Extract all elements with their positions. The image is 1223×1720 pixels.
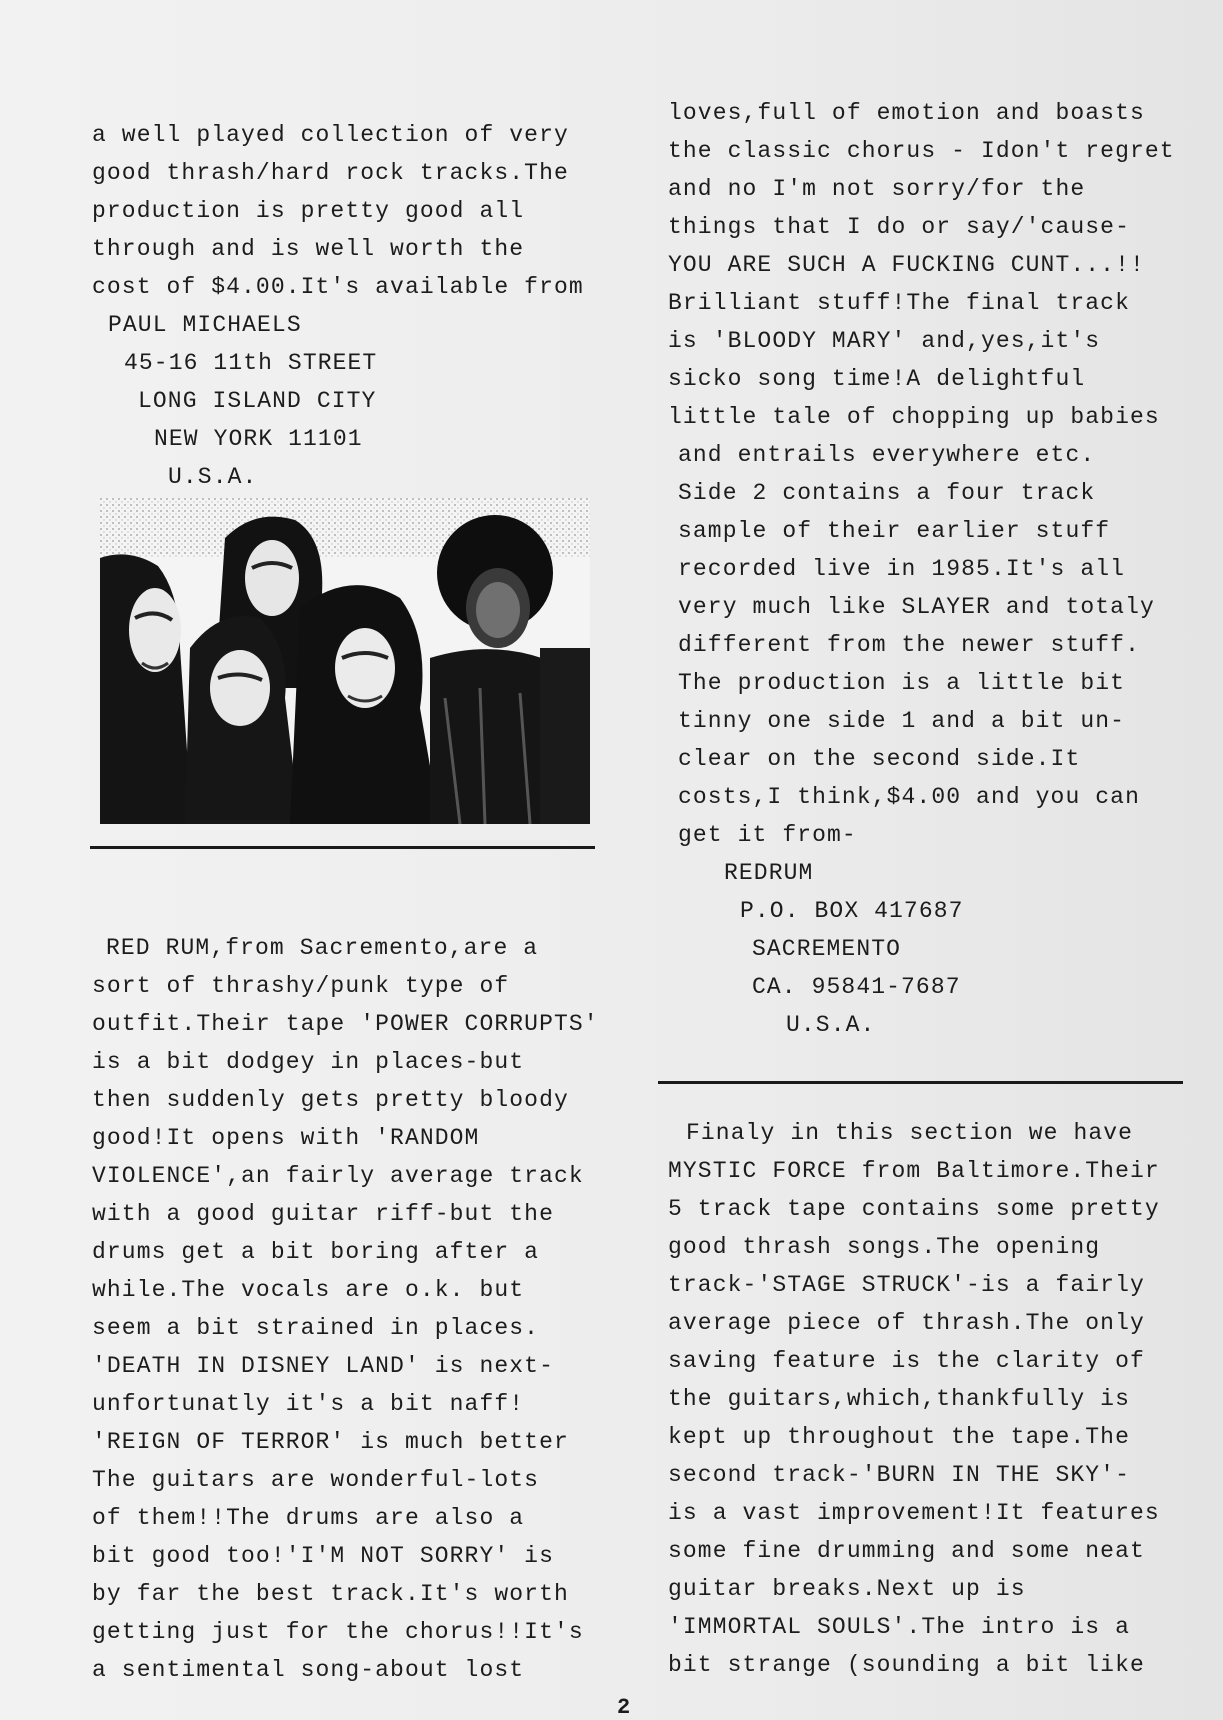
text-line: 'DEATH IN DISNEY LAND' is next- — [92, 1353, 554, 1379]
text-line: costs,I think,$4.00 and you can — [678, 784, 1140, 810]
text-line: the classic chorus - Idon't regret — [668, 138, 1175, 164]
text-line: good thrash songs.The opening — [668, 1234, 1101, 1260]
text-line: The guitars are wonderful-lots — [92, 1467, 540, 1493]
text-line: loves,full of emotion and boasts — [668, 100, 1145, 126]
text-line: different from the newer stuff. — [678, 632, 1140, 658]
text-line: sample of their earlier stuff — [678, 518, 1111, 544]
text-line: a well played collection of very — [92, 122, 569, 148]
text-line: 'REIGN OF TERROR' is much better — [92, 1429, 569, 1455]
section-divider — [658, 1081, 1183, 1084]
text-line: track-'STAGE STRUCK'-is a fairly — [668, 1272, 1145, 1298]
text-line: good thrash/hard rock tracks.The — [92, 160, 569, 186]
text-line: 'IMMORTAL SOULS'.The intro is a — [668, 1614, 1130, 1640]
text-line: is a bit dodgey in places-but — [92, 1049, 525, 1075]
text-line: with a good guitar riff-but the — [92, 1201, 554, 1227]
text-line: through and is well worth the — [92, 236, 525, 262]
text-line: the guitars,which,thankfully is — [668, 1386, 1130, 1412]
text-line: outfit.Their tape 'POWER CORRUPTS' — [92, 1011, 599, 1037]
text-line: sort of thrashy/punk type of — [92, 973, 510, 999]
text-line: saving feature is the clarity of — [668, 1348, 1145, 1374]
text-line: cost of $4.00.It's available from — [92, 274, 584, 300]
text-line: by far the best track.It's worth — [92, 1581, 569, 1607]
text-line: clear on the second side.It — [678, 746, 1081, 772]
band-photo — [100, 498, 590, 824]
text-line: then suddenly gets pretty bloody — [92, 1087, 569, 1113]
address-line: 45-16 11th STREET — [124, 350, 378, 376]
text-line: recorded live in 1985.It's all — [678, 556, 1126, 582]
address-line: NEW YORK 11101 — [154, 426, 363, 452]
text-line: The production is a little bit — [678, 670, 1126, 696]
text-line: is 'BLOODY MARY' and,yes,it's — [668, 328, 1101, 354]
section-divider — [90, 846, 595, 849]
text-line: production is pretty good all — [92, 198, 525, 224]
text-line: while.The vocals are o.k. but — [92, 1277, 525, 1303]
text-line: second track-'BURN IN THE SKY'- — [668, 1462, 1130, 1488]
address-line: REDRUM — [724, 860, 814, 886]
text-line: unfortunatly it's a bit naff! — [92, 1391, 525, 1417]
text-line: MYSTIC FORCE from Baltimore.Their — [668, 1158, 1160, 1184]
text-line: bit good too!'I'M NOT SORRY' is — [92, 1543, 554, 1569]
text-line: a sentimental song-about lost — [92, 1657, 525, 1683]
text-line: YOU ARE SUCH A FUCKING CUNT...!! — [668, 252, 1145, 278]
text-line: RED RUM,from Sacremento,are a — [106, 935, 539, 961]
text-line: some fine drumming and some neat — [668, 1538, 1145, 1564]
text-line: Finaly in this section we have — [686, 1120, 1134, 1146]
text-line: Side 2 contains a four track — [678, 480, 1096, 506]
address-line: SACREMENTO — [752, 936, 902, 962]
page-number: 2 — [617, 1695, 631, 1720]
text-line: 5 track tape contains some pretty — [668, 1196, 1160, 1222]
text-line: is a vast improvement!It features — [668, 1500, 1160, 1526]
text-line: very much like SLAYER and totaly — [678, 594, 1155, 620]
text-line: and no I'm not sorry/for the — [668, 176, 1086, 202]
text-line: seem a bit strained in places. — [92, 1315, 540, 1341]
text-line: VIOLENCE',an fairly average track — [92, 1163, 584, 1189]
text-line: of them!!The drums are also a — [92, 1505, 525, 1531]
text-line: guitar breaks.Next up is — [668, 1576, 1026, 1602]
address-line: U.S.A. — [168, 464, 258, 490]
text-line: sicko song time!A delightful — [668, 366, 1086, 392]
address-line: LONG ISLAND CITY — [138, 388, 377, 414]
address-line: PAUL MICHAELS — [108, 312, 302, 338]
text-line: average piece of thrash.The only — [668, 1310, 1145, 1336]
text-line: drums get a bit boring after a — [92, 1239, 540, 1265]
address-line: CA. 95841-7687 — [752, 974, 961, 1000]
address-line: P.O. BOX 417687 — [740, 898, 964, 924]
text-line: getting just for the chorus!!It's — [92, 1619, 584, 1645]
text-line: tinny one side 1 and a bit un- — [678, 708, 1126, 734]
address-line: U.S.A. — [786, 1012, 876, 1038]
text-line: bit strange (sounding a bit like — [668, 1652, 1145, 1678]
text-line: Brilliant stuff!The final track — [668, 290, 1130, 316]
text-line: kept up throughout the tape.The — [668, 1424, 1130, 1450]
text-line: get it from- — [678, 822, 857, 848]
text-line: good!It opens with 'RANDOM — [92, 1125, 480, 1151]
text-line: things that I do or say/'cause- — [668, 214, 1130, 240]
band-photo-image — [100, 498, 590, 824]
text-line: and entrails everywhere etc. — [678, 442, 1096, 468]
text-line: little tale of chopping up babies — [668, 404, 1160, 430]
